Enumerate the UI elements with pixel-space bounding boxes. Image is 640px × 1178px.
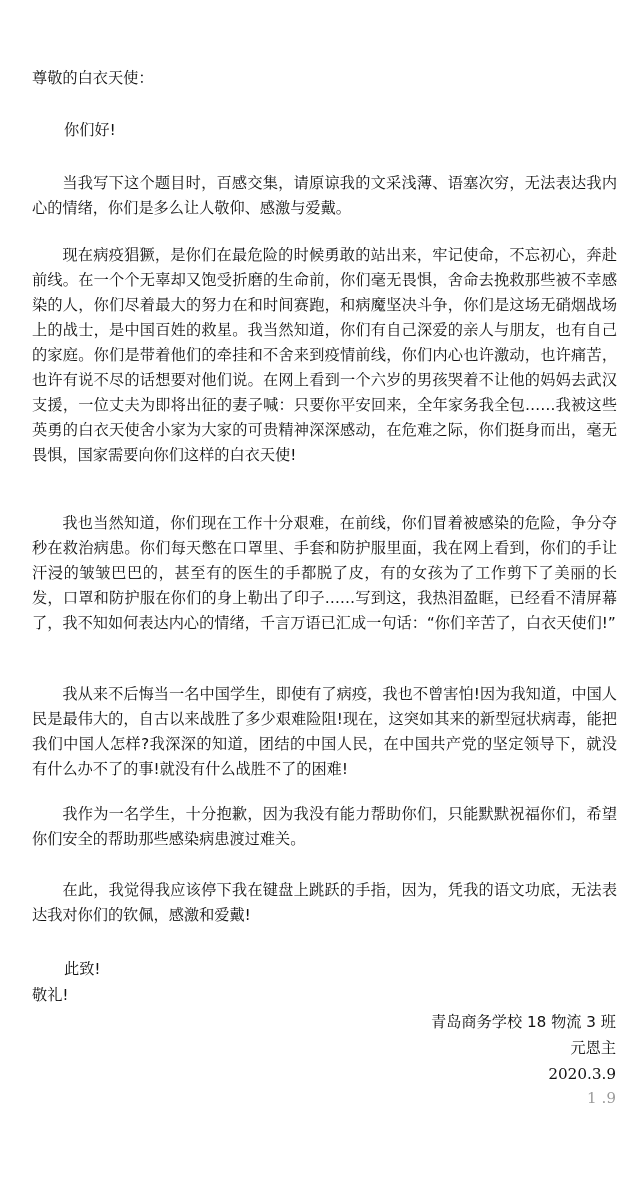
letter-greeting: 你们好! bbox=[64, 121, 116, 139]
letter-paragraph-5: 我作为一名学生，十分抱歉，因为我没有能力帮助你们，只能默默祝福你们，希望你们安全的帮助那些感染病患渡过难关。 bbox=[32, 805, 617, 848]
letter-date-faded: 1 .9 bbox=[587, 1089, 616, 1107]
letter-regards: 敬礼! bbox=[32, 986, 69, 1004]
letter-salutation: 尊敬的白衣天使： bbox=[32, 69, 154, 87]
letter-paragraph-6: 在此，我觉得我应该停下我在键盘上跳跃的手指，因为，凭我的语文功底，无法表达我对你们的钦佩，感激和爱戴! bbox=[32, 881, 617, 924]
letter-paragraph-4: 我从来不后悔当一名中国学生，即使有了病疫，我也不曾害怕!因为我知道，中国人民是最伟大的，自古以来战胜了多少艰难险阻!现在，这突如其来的新型冠状病毒，能把我们中国人怎样?我深深的知道，团结的中国人民，在中国共产党的坚定领导下，就没有什么办不了的事!就没有什么战胜不了的困难! bbox=[32, 685, 617, 778]
letter-closing: 此致! bbox=[64, 960, 101, 978]
sender-name: 元恩主 bbox=[570, 1039, 616, 1057]
letter-paragraph-3: 我也当然知道，你们现在工作十分艰难，在前线，你们冒着被感染的危险，争分夺秒在救治病患。你们每天憋在口罩里、手套和防护服里面，我在网上看到，你们的手让汗浸的皱皱巴巴的，甚至有的医生的手都脱了皮，有的女孩为了工作剪下了美丽的长发，口罩和防护服在你们的身上勒出了印子……写到这，我热泪盈眶，已经看不清屏幕了，我不知如何表达内心的情绪，千言万语已汇成一句话：“你们辛苦了，白衣天使们!” bbox=[32, 514, 617, 632]
letter-paragraph-1: 当我写下这个题目时，百感交集，请原谅我的文采浅薄、语塞次穷，无法表达我内心的情绪，你们是多么让人敬仰、感激与爱戴。 bbox=[32, 174, 617, 217]
sender-school: 青岛商务学校 18 物流 3 班 bbox=[431, 1013, 616, 1031]
letter-paragraph-2: 现在病疫猖獗，是你们在最危险的时候勇敢的站出来，牢记使命，不忘初心，奔赴前线。在一个个无辜却又饱受折磨的生命前，你们毫无畏惧，舍命去挽救那些被不幸感染的人，你们尽着最大的努力在和时间赛跑，和病魔坚决斗争，你们是这场无硝烟战场上的战士，是中国百姓的救星。我当然知道，你们有自己深爱的亲人与朋友，也有自己的家庭。你们是带着他们的牵挂和不舍来到疫情前线，你们内心也许激动，也许痛苦，也许有说不尽的话想要对他们说。在网上看到一个六岁的男孩哭着不让他的妈妈去武汉支援，一位丈夫为即将出征的妻子喊：只要你平安回来，全年家务我全包……我被这些英勇的白衣天使舍小家为大家的可贵精神深深感动，在危难之际，你们挺身而出，毫无畏惧，国家需要向你们这样的白衣天使! bbox=[32, 246, 617, 464]
letter-date: 2020.3.9 bbox=[548, 1065, 616, 1083]
